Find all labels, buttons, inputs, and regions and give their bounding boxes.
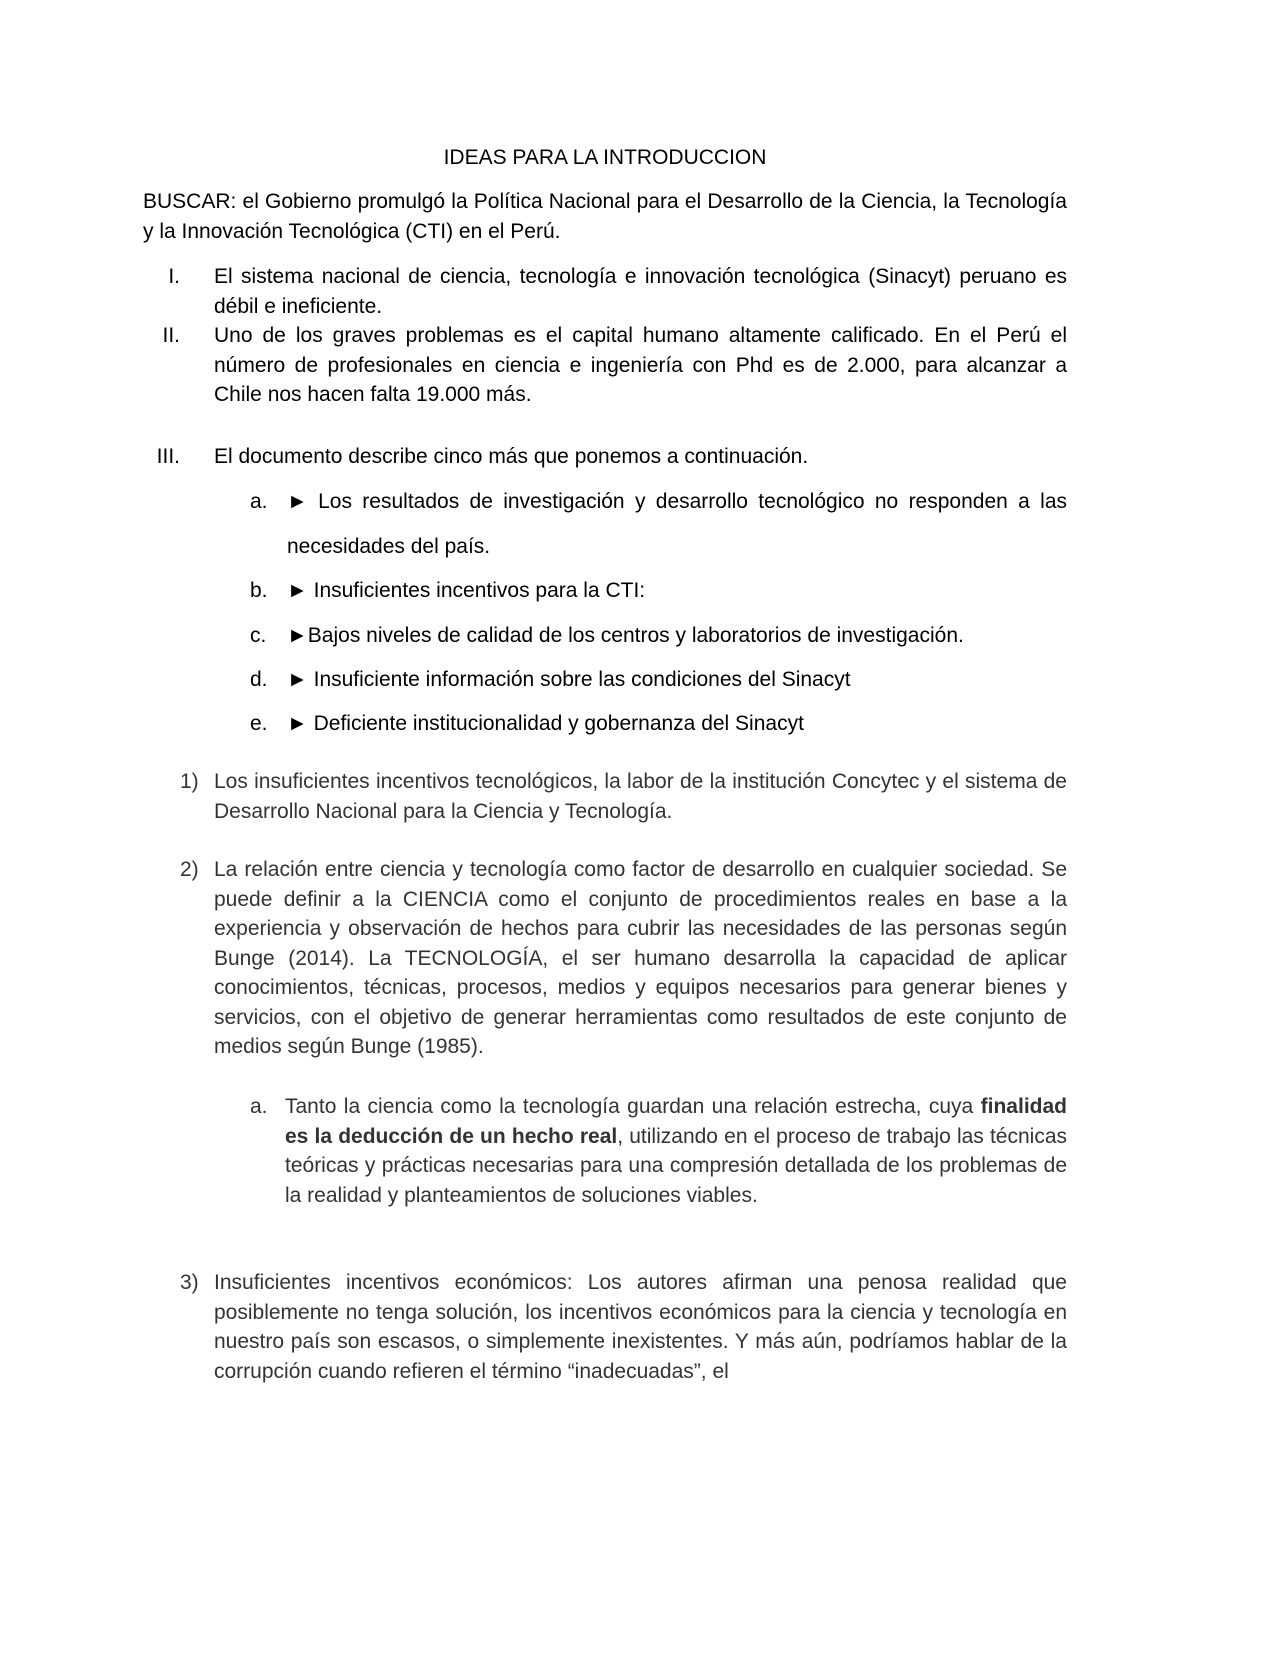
list-item: El documento describe cinco más que ponemos a continuación.	[214, 445, 809, 468]
list-item: La relación entre ciencia y tecnología como factor de desarrollo en cualquier sociedad. Se puede definir a la CIENCIA como el conjunto de procedimientos reales en base a la experiencia y observación de hechos para cubrir las necesidades de las personas según Bunge (2014). La TECNOLOGÍA, el ser humano desarrolla la capacidad de aplicar conocimientos, técnicas, procesos, medios y equipos necesarios para generar bienes y servicios, con el objetivo de generar herramientas como resultados de este conjunto de medios según Bunge (1985).	[214, 858, 1067, 1058]
list-item: Insuficientes incentivos económicos: Los autores afirman una penosa realidad que posiblemente no tenga solución, los incentivos económicos para la ciencia y tecnología en nuestro país son escasos, o simplemente inexistentes. Y más aún, podríamos hablar de la corrupción cuando refieren el término “inadecuadas”, el	[214, 1271, 1067, 1383]
list-item: ► Insuficiente información sobre las condiciones del Sinacyt	[287, 668, 851, 691]
list-item: Uno de los graves problemas es el capital humano altamente calificado. En el Perú el número de profesionales en ciencia e ingeniería con Phd es de 2.000, para alcanzar a Chile nos hacen falta 19.000 más.	[214, 324, 1067, 406]
list-item	[285, 1092, 1067, 1210]
list-item: El sistema nacional de ciencia, tecnología e innovación tecnológica (Sinacyt) peruano es débil e ineficiente.	[214, 265, 1067, 318]
page-title: IDEAS PARA LA INTRODUCCION	[443, 146, 767, 169]
list-marker: b.	[250, 579, 268, 602]
list-item: ► Los resultados de investigación y desarrollo tecnológico no responden a las necesidades del país.	[287, 490, 1067, 558]
list-item: ► Deficiente institucionalidad y gobernanza del Sinacyt	[287, 712, 804, 735]
text-run: , utilizando en el proceso de trabajo las técnicas teóricas y prácticas necesarias para una compresión detallada de los problemas de la realidad y planteamientos de soluciones viables.	[285, 1124, 1067, 1207]
text-run: Tanto la ciencia como la tecnología guardan una relación estrecha, cuya	[285, 1095, 981, 1118]
list-marker: 1)	[180, 770, 199, 793]
list-marker: 2)	[180, 858, 199, 881]
list-item: Los insuficientes incentivos tecnológicos, la labor de la institución Concytec y el sistema de Desarrollo Nacional para la Ciencia y Tecnología.	[214, 770, 1067, 823]
list-item: ► Insuficientes incentivos para la CTI:	[287, 579, 646, 602]
list-marker: III.	[156, 445, 180, 468]
list-marker: a.	[250, 1095, 268, 1118]
list-item: ►Bajos niveles de calidad de los centros y laboratorios de investigación.	[287, 624, 964, 647]
list-marker: 3)	[180, 1271, 199, 1294]
bold-text: finalidad es la deducción de un hecho real	[285, 1095, 1067, 1148]
list-marker: I.	[168, 265, 180, 288]
list-marker: e.	[250, 712, 268, 735]
list-marker: d.	[250, 668, 268, 691]
intro-paragraph: BUSCAR: el Gobierno promulgó la Política Nacional para el Desarrollo de la Ciencia, la Tecnología y la Innovación Tecnológica (CTI) en el Perú.	[143, 190, 1067, 243]
list-marker: II.	[162, 324, 180, 347]
list-marker: a.	[250, 490, 268, 513]
list-marker: c.	[250, 624, 267, 647]
